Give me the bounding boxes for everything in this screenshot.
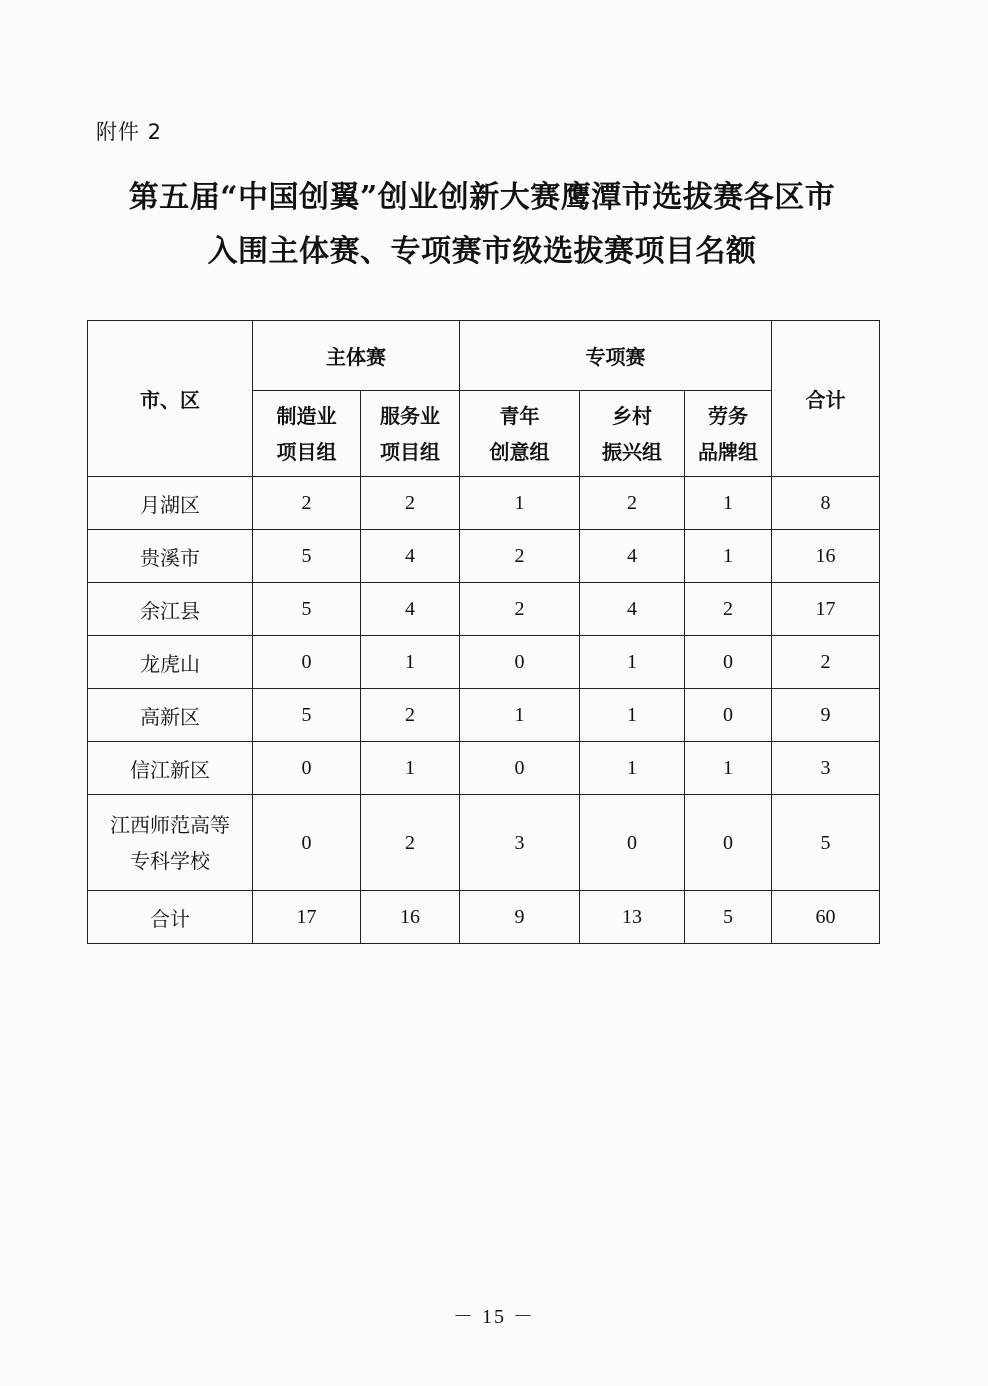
header-manufacturing: 制造业 项目组 — [253, 391, 361, 477]
header-rural-revival: 乡村 振兴组 — [580, 391, 685, 477]
row-name: 高新区 — [88, 689, 253, 742]
cell-value: 1 — [685, 477, 772, 530]
cell-value: 0 — [253, 636, 361, 689]
cell-value: 0 — [253, 742, 361, 795]
cell-total: 5 — [772, 795, 880, 891]
table-row — [88, 689, 880, 742]
cell-total: 8 — [772, 477, 880, 530]
cell-total: 3 — [772, 742, 880, 795]
header-youth-creative: 青年 创意组 — [460, 391, 580, 477]
cell-value: 2 — [253, 477, 361, 530]
cell-value: 0 — [460, 636, 580, 689]
table-row — [88, 636, 880, 689]
cell-value: 2 — [460, 583, 580, 636]
cell-value: 2 — [580, 477, 685, 530]
page-number: － 15 － — [453, 1306, 535, 1328]
cell-value: 1 — [580, 636, 685, 689]
row-name: 贵溪市 — [88, 530, 253, 583]
cell-value: 5 — [253, 530, 361, 583]
row-name: 信江新区 — [88, 742, 253, 795]
cell-total: 60 — [772, 891, 880, 944]
cell-value: 2 — [361, 477, 460, 530]
cell-value: 5 — [685, 891, 772, 944]
cell-value: 0 — [685, 795, 772, 891]
cell-value: 17 — [253, 891, 361, 944]
row-name: 龙虎山 — [88, 636, 253, 689]
table-header-row — [88, 321, 880, 391]
cell-value: 0 — [685, 636, 772, 689]
cell-value: 0 — [685, 689, 772, 742]
cell-value: 13 — [580, 891, 685, 944]
cell-total: 17 — [772, 583, 880, 636]
cell-value: 1 — [361, 636, 460, 689]
header-special-competition: 专项赛 — [460, 321, 772, 391]
cell-value: 4 — [361, 583, 460, 636]
cell-value: 0 — [460, 742, 580, 795]
cell-value: 2 — [361, 689, 460, 742]
cell-value: 9 — [460, 891, 580, 944]
cell-value: 0 — [580, 795, 685, 891]
cell-value: 1 — [580, 689, 685, 742]
table-row — [88, 583, 880, 636]
cell-value: 1 — [361, 742, 460, 795]
table-row — [88, 530, 880, 583]
cell-value: 1 — [685, 742, 772, 795]
cell-value: 16 — [361, 891, 460, 944]
cell-value: 4 — [580, 530, 685, 583]
table-row — [88, 742, 880, 795]
cell-value: 0 — [253, 795, 361, 891]
row-name: 合计 — [88, 891, 253, 944]
row-name: 余江县 — [88, 583, 253, 636]
attachment-label: 附件 2 — [96, 120, 163, 144]
cell-value: 5 — [253, 583, 361, 636]
table-row — [88, 795, 880, 891]
cell-value: 1 — [685, 530, 772, 583]
row-name: 月湖区 — [88, 477, 253, 530]
cell-value: 3 — [460, 795, 580, 891]
cell-value: 1 — [460, 689, 580, 742]
document-title-line2: 入围主体赛、专项赛市级选拔赛项目名额 — [207, 234, 757, 269]
cell-value: 4 — [580, 583, 685, 636]
cell-value: 4 — [361, 530, 460, 583]
document-title-line1: 第五届“中国创翼”创业创新大赛鹰潭市选拔赛各区市 — [128, 180, 836, 215]
header-labor-brand: 劳务 品牌组 — [685, 391, 772, 477]
cell-total: 16 — [772, 530, 880, 583]
header-total: 合计 — [772, 321, 880, 477]
header-main-competition: 主体赛 — [253, 321, 460, 391]
cell-value: 1 — [460, 477, 580, 530]
quota-table — [87, 320, 880, 944]
row-name: 江西师范高等 专科学校 — [88, 795, 253, 891]
cell-total: 2 — [772, 636, 880, 689]
cell-total: 9 — [772, 689, 880, 742]
cell-value: 5 — [253, 689, 361, 742]
cell-value: 2 — [361, 795, 460, 891]
table-total-row — [88, 891, 880, 944]
cell-value: 1 — [580, 742, 685, 795]
header-city: 市、区 — [88, 321, 253, 477]
cell-value: 2 — [685, 583, 772, 636]
header-service: 服务业 项目组 — [361, 391, 460, 477]
cell-value: 2 — [460, 530, 580, 583]
table-row — [88, 477, 880, 530]
